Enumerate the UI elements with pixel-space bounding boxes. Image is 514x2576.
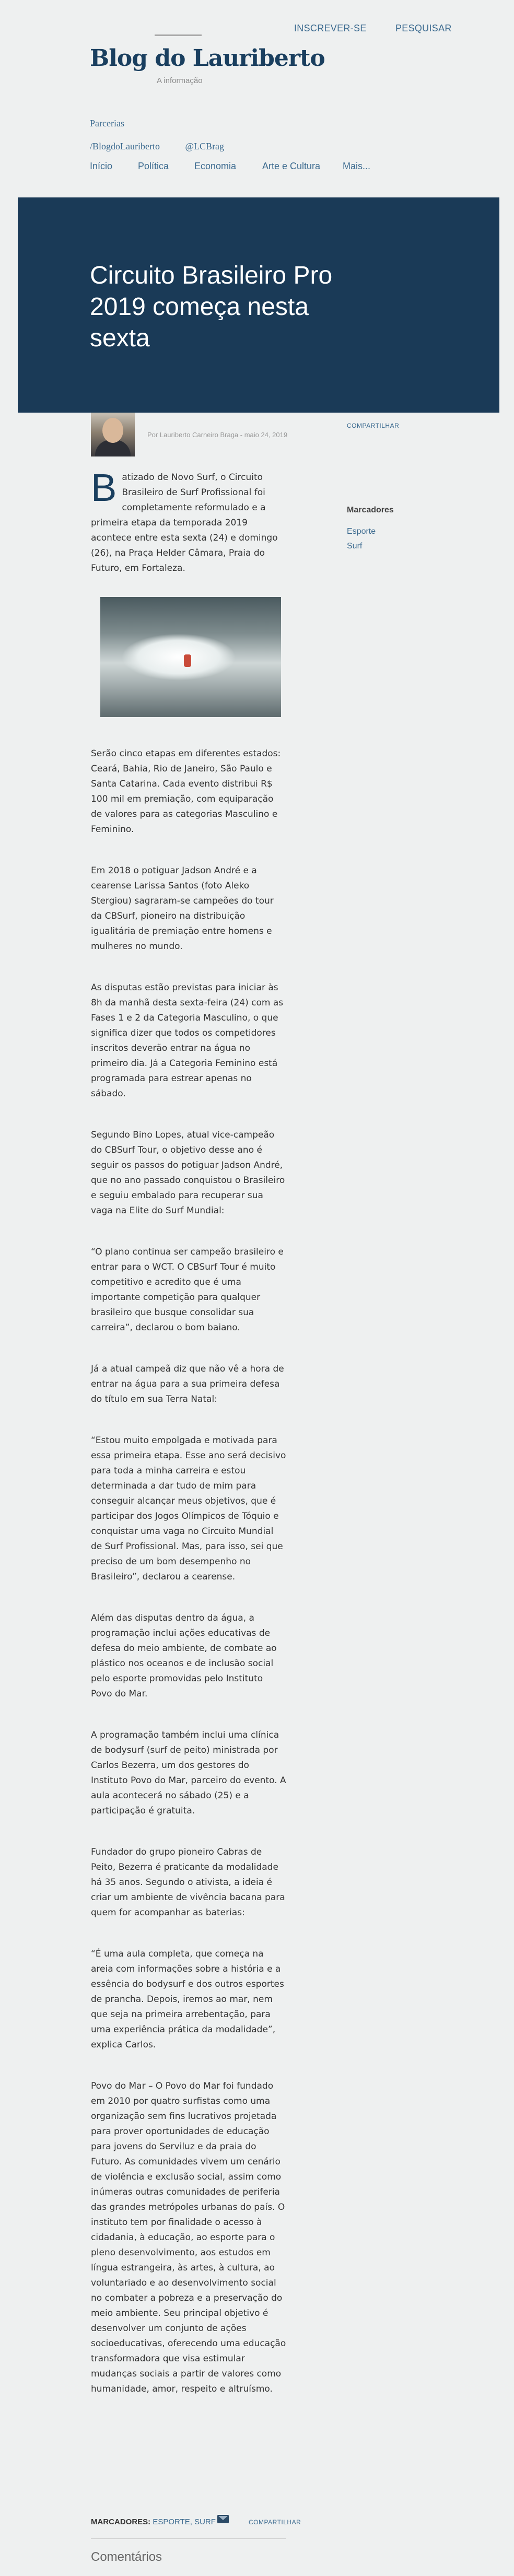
comments-heading: Comentários (91, 2550, 162, 2564)
labels-label: MARCADORES: (91, 2518, 151, 2526)
nav-item-politica[interactable]: Política (138, 161, 169, 171)
twitter-link[interactable]: @LCBrag (185, 141, 225, 151)
nav-item-inicio[interactable]: Início (90, 161, 113, 171)
paragraph: A programação também inclui uma clínica de bodysurf (surf de peito) ministrada por Carlos Bezerra, um dos gestores do Instituto Povo do Mar, parceiro do evento. A aula acontecerá no sábado (25) e a participação é gratuita. (91, 1730, 286, 1816)
blog-title[interactable]: Blog do Lauriberto (90, 45, 325, 72)
sidebar-labels-title: Marcadores (347, 506, 394, 514)
nav-item-economia[interactable]: Economia (194, 161, 237, 171)
paragraph: Segundo Bino Lopes, atual vice-campeão do CBSurf Tour, o objetivo desse ano é seguir os passos do potiguar Jadson André, que no ano passado conquistou o Brasileiro e seguiu embalado para recuperar sua vaga na Elite do Surf Mundial: (91, 1130, 285, 1216)
post-body (91, 466, 286, 2423)
paragraph: Em 2018 o potiguar Jadson André e a cearense Larissa Santos (foto Aleko Stergiou) sagraram-se campeões do tour da CBSurf, pioneiro na distribuição igualitária de premiação entre homens e mulheres no mundo. (91, 865, 274, 952)
paragraph: “É uma aula completa, que começa na areia com informações sobre a história e a essência do bodysurf e dos outros esportes de prancha. Depois, iremos ao mar, nem que seja na primeira arrebentação, para uma experiência prática da modalidade”, explica Carlos. (91, 1949, 284, 2050)
footer-share-button[interactable]: COMPARTILHAR (249, 2519, 301, 2526)
paragraph-intro (91, 466, 286, 576)
post-title: Circuito Brasileiro Pro 2019 começa nesta sexta (90, 262, 333, 352)
paragraph: “Estou muito empolgada e motivada para essa primeira etapa. Esse ano será decisivo para toda a minha carreira e estou determinada a dar tudo de mim para conseguir alcançar meus objetivos, que é participar dos Jogos Olímpicos de Tóquio e conquistar uma vaga no Circuito Mundial de Surf Profissional. Mas, para isso, sei que preciso de um bom desempenho no Brasileiro”, declarou a cearense. (91, 1435, 286, 1582)
nav-item-mais[interactable]: Mais... (343, 161, 371, 171)
intro-text: atizado de Novo Surf, o Circuito Brasileiro de Surf Profissional foi completamente reformulado e a primeira etapa da temporada 2019 acontece entre esta sexta (24) e domingo (26), na Praça Helder Câmara, Praia do Futuro, em Fortaleza. (91, 472, 278, 573)
surf-photo[interactable] (100, 597, 281, 717)
parcerias-link[interactable]: Parcerias (90, 118, 124, 128)
top-nav (294, 23, 478, 34)
sidebar-tag-esporte[interactable]: Esporte (347, 527, 376, 536)
paragraph: Fundador do grupo pioneiro Cabras de Peito, Bezerra é praticante da modalidade há 35 anos. Segundo o ativista, a ideia é criar um ambiente de vivência bacana para quem for acompanhar as baterias: (91, 1847, 285, 1918)
paragraph: Povo do Mar – O Povo do Mar foi fundado em 2010 por quatro surfistas como uma organização sem fins lucrativos projetada para prover oportunidades de educação para jovens do Serviluz e da praia do Futuro. As comunidades vivem um cenário de violência e exclusão social, assim como inúmeras outras comunidades de periferia das grandes metrópoles urbanas do país. O instituto tem por finalidade o acesso à cidadania, à educação, ao esporte para o pleno desenvolvimento, aos estudos em língua estrangeira, às artes, à cultura, ao voluntariado e ao desenvolvimento social no combater a pobreza e a preservação do meio ambiente. Seu principal objetivo é desenvolver um conjunto de ações socioeducativas, oferecendo uma educação transformadora que visa estimular mudanças sociais a partir de valores como humanidade, amor, respeito e altruísmo. (91, 2081, 286, 2394)
share-button[interactable]: COMPARTILHAR (347, 422, 400, 429)
paragraph: As disputas estão previstas para iniciar às 8h da manhã desta sexta-feira (24) com as Fases 1 e 2 da Categoria Masculino, o que significa dizer que todos os competidores inscritos deverão entrar na água no primeiro dia. Já a Categoria Feminino está programada para estrear apenas no sábado. (91, 982, 284, 1099)
labels-tags[interactable]: ESPORTE, SURF (153, 2518, 216, 2526)
social-links (90, 141, 247, 152)
post-byline: Por Lauriberto Carneiro Braga - maio 24, 2019 (147, 431, 288, 439)
post-labels (91, 2518, 216, 2526)
paragraph: Já a atual campeã diz que não vê a hora de entrar na água para a sua primeira defesa do título em sua Terra Natal: (91, 1364, 284, 1404)
blog-subtitle: A informação (157, 76, 203, 85)
paragraph: Além das disputas dentro da água, a programação inclui ações educativas de defesa do meio ambiente, de combate ao plástico nos oceanos e de inclusão social pelo esporte promovidas pelo Instituto Povo do Mar. (91, 1613, 277, 1699)
search-link[interactable]: PESQUISAR (395, 23, 452, 33)
paragraph: “O plano continua ser campeão brasileiro e entrar para o WCT. O CBSurf Tour é muito competitivo e acredito que é uma importante competição para qualquer brasileiro que busque consolidar sua carreira”, declarou o bom baiano. (91, 1247, 284, 1333)
author-avatar[interactable] (91, 413, 135, 456)
email-icon[interactable] (217, 2515, 229, 2523)
logo-bar (155, 34, 202, 36)
paragraph: Serão cinco etapas em diferentes estados: Ceará, Bahia, Rio de Janeiro, São Paulo e Santa Catarina. Cada evento distribui R$ 100 mil em premiação, com equiparação de valores para as categorias Masculino e Feminino. (91, 748, 281, 835)
divider (91, 2538, 286, 2539)
sidebar-tag-surf[interactable]: Surf (347, 542, 363, 551)
nav-item-arte-cultura[interactable]: Arte e Cultura (262, 161, 321, 171)
subscribe-link[interactable]: INSCREVER-SE (294, 23, 367, 33)
sidebar-labels-list (347, 524, 376, 554)
facebook-link[interactable]: /BlogdoLauriberto (90, 141, 160, 151)
dropcap: B (91, 466, 117, 509)
post-hero (18, 197, 499, 413)
